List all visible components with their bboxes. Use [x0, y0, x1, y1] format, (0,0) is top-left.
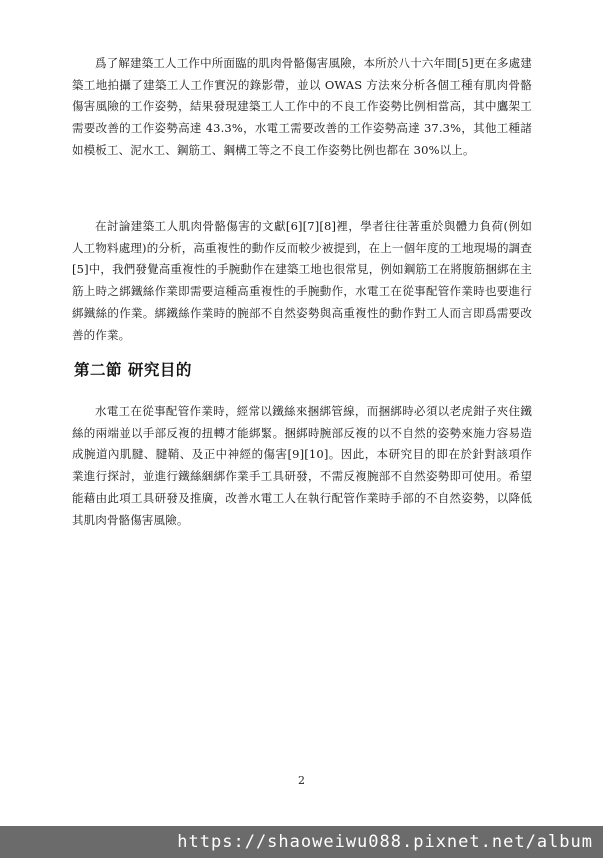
body-paragraph: 爲了解建築工人工作中所面臨的肌肉骨骼傷害風險，本所於八十六年間[5]更在多處建築工地拍攝了建築工人工作實況的錄影帶，並以 OWAS 方法來分析各個工種有肌肉骨骼傷害風險的工作姿勢，結果發現建築工人工作中的不良工作姿勢比例相當高，其中鷹架工需要改善的工作姿勢高達 43.3%，水電工需要改善的工作姿勢高達 37.3%，其他工種諸如模板工、泥水工、鋼筋工、鋼構工等之不良工作姿勢比例也都在 30%以上。: [72, 56, 532, 157]
page-number: 2: [298, 774, 305, 787]
body-paragraph: 在討論建築工人肌肉骨骼傷害的文獻[6][7][8]裡，學者往往著重於與體力負荷(例如人工物料處理)的分析，高重複性的動作反而較少被提到，在上一個年度的工地現場的調查[5]中，我們發覺高重複性的手腕動作在建築工地也很常見，例如鋼筋工在將腹筋捆綁在主筋上時之綁鐵絲作業即需要這種高重複性的手腕動作，水電工在從事配管作業時也要進行綁鐵絲的作業。綁鐵絲作業時的腕部不自然姿勢與高重複性的動作對工人而言即爲需要改善的作業。: [72, 219, 532, 342]
section-paragraph: 水電工在從事配管作業時，經常以鐵絲來捆綁管線，而捆綁時必須以老虎鉗子夾住鐵絲的兩端並以手部反複的扭轉才能綁緊。捆綁時腕部反複的以不自然的姿勢來施力容易造成腕道內肌腱、腱鞘、及正中神經的傷害[9][10]。因此，本研究目的即在於針對該項作業進行探討，並進行鐵絲綑綁作業手工具研發，不需反複腕部不自然姿勢即可使用。希望能藉由此項工具研發及推廣，改善水電工人在執行配管作業時手部的不自然姿勢，以降低其肌肉骨骼傷害風險。: [72, 404, 532, 527]
section-heading: 第二節 研究目的: [74, 361, 192, 379]
watermark-url: https://shaoweiwu088.pixnet.net/album: [177, 832, 593, 852]
watermark-bar: [0, 826, 603, 858]
